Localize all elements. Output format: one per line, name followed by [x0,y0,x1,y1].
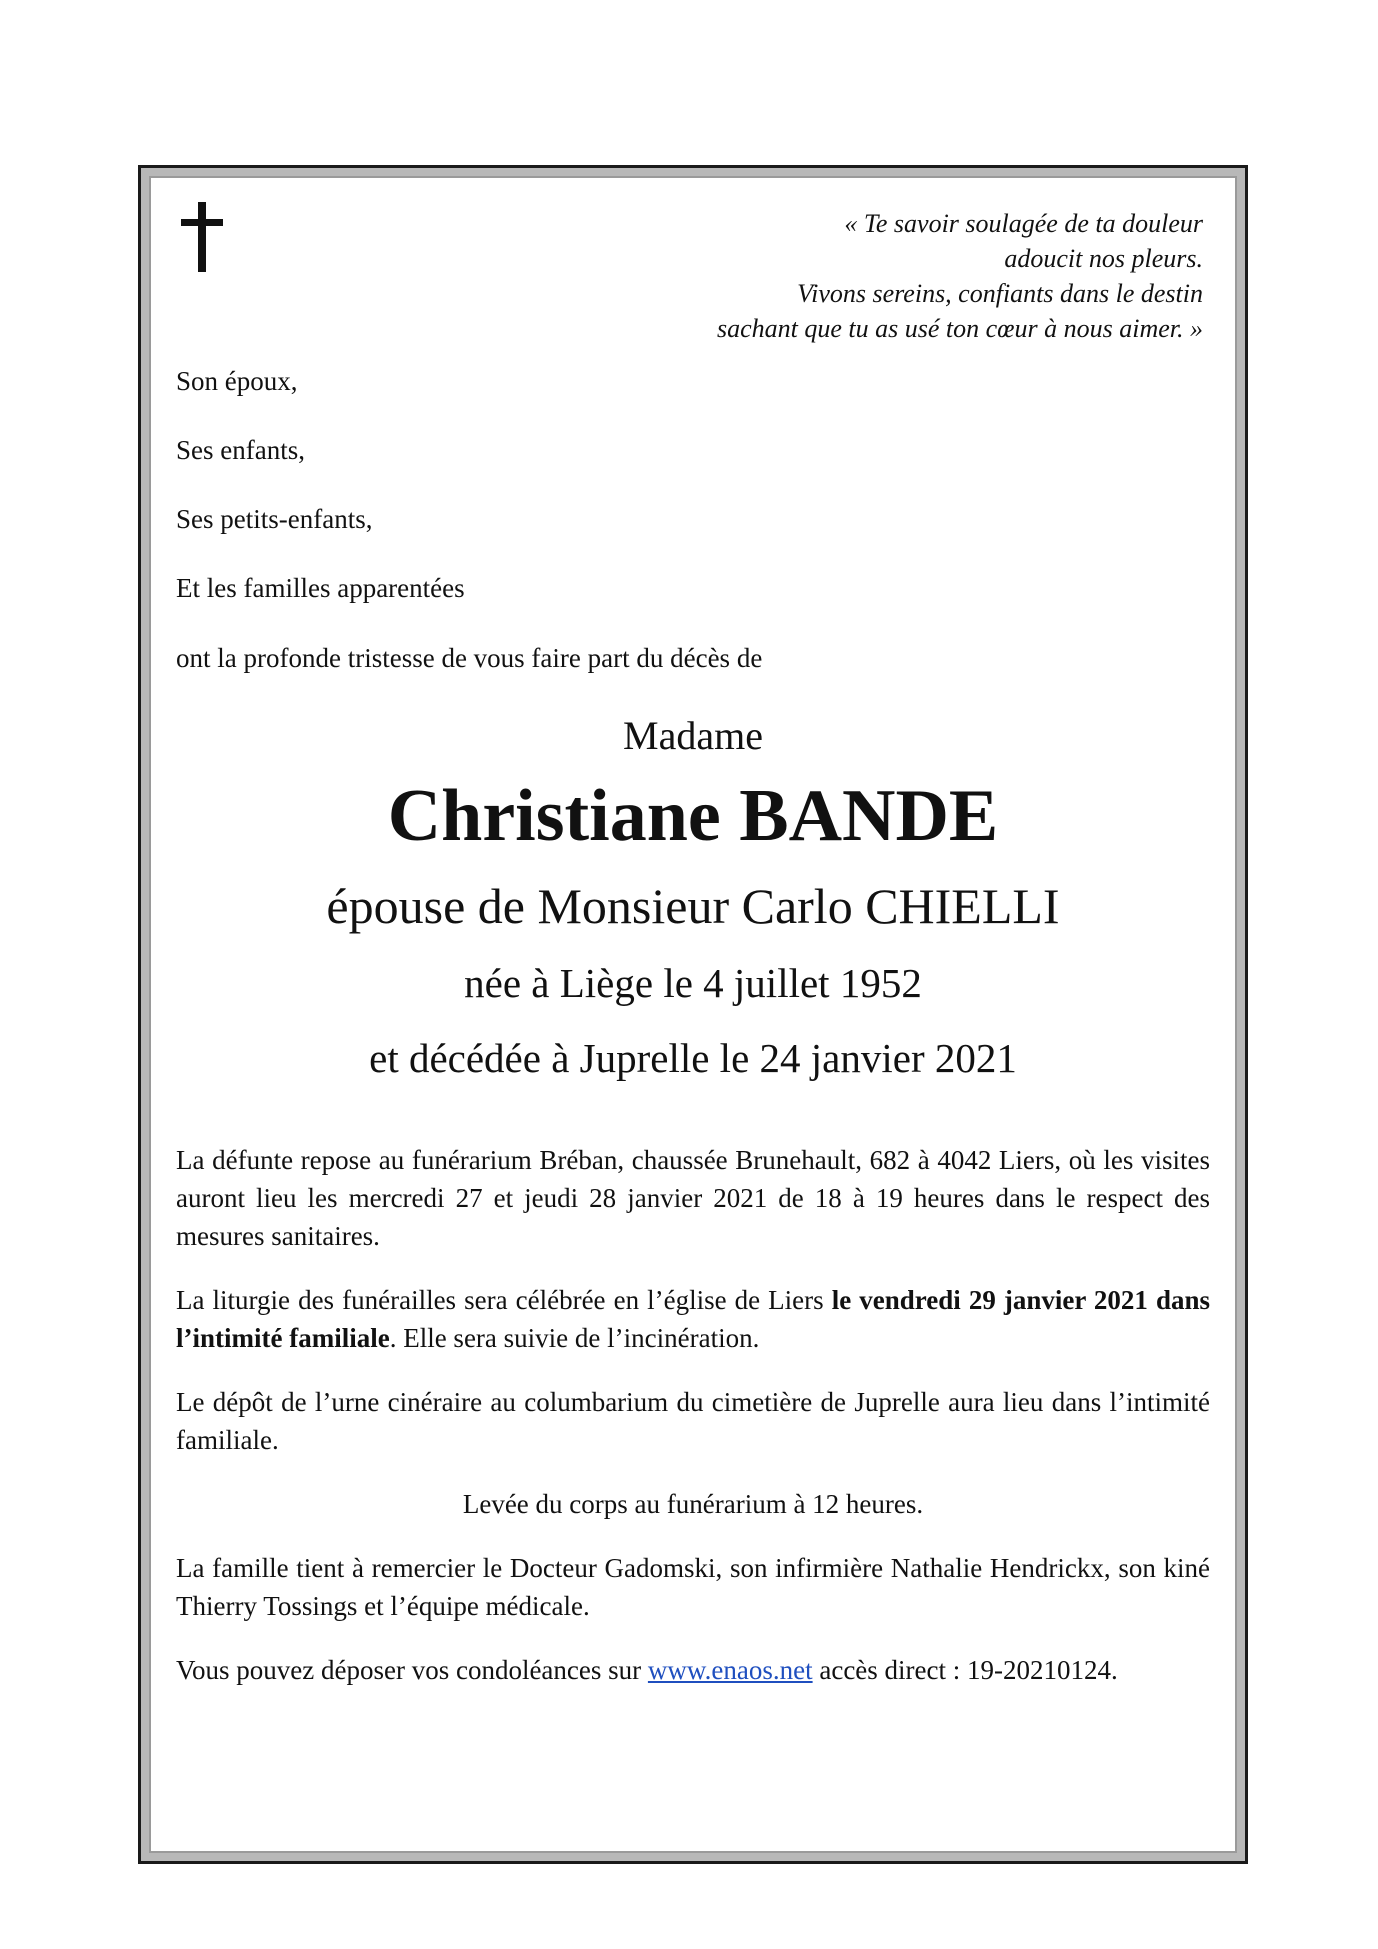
obituary-card [149,176,1237,1853]
deceased-name: Christiane BANDE [387,775,999,857]
epigraph-line: adoucit nos pleurs. [1004,244,1203,273]
epigraph [717,206,1203,346]
liturgy-date-bold: le vendredi 29 janvier 2021 dans l’intimité familiale [176,1285,1211,1353]
epigraph-line: sachant que tu as usé ton cœur à nous aimer. » [716,314,1203,343]
condolences-paragraph [176,1651,1210,1689]
family-spouse: Son époux, [176,366,298,396]
liturgy-text-end: . Elle sera suivie de l’incinération. [389,1323,760,1353]
deceased-spouse-line: épouse de Monsieur Carlo CHIELLI [326,878,1060,934]
deceased-death-line: et décédée à Juprelle le 24 janvier 2021 [369,1035,1017,1081]
epigraph-line: « Te savoir soulagée de ta douleur [844,209,1203,238]
obituary-content [176,364,1210,1689]
family-grandchildren: Ses petits-enfants, [176,504,373,534]
deceased-title: Madame [623,713,763,758]
condolences-text: Vous pouvez déposer vos condoléances sur [176,1655,648,1685]
deceased-birth-line: née à Liège le 4 juillet 1952 [464,960,922,1006]
family-children: Ses enfants, [176,435,305,465]
liturgy-text: La liturgie des funérailles sera célébrée en l’église de Liers [176,1285,832,1315]
obituary-frame [138,165,1248,1864]
thanks-paragraph: La famille tient à remercier le Docteur Gadomski, son infirmière Nathalie Hendrickx, son kiné Thierry Tossings et l’équipe médicale. [176,1553,1210,1621]
cross-icon [181,202,223,272]
family-relatives: Et les familles apparentées [176,573,465,603]
levee-paragraph: Levée du corps au funérarium à 12 heures. [462,1489,924,1519]
announcement-intro: ont la profonde tristesse de vous faire part du décès de [176,643,763,673]
condolences-link[interactable]: www.enaos.net [647,1655,813,1685]
liturgy-paragraph [176,1281,1210,1357]
condolences-text-end: accès direct : 19-20210124. [812,1655,1118,1685]
urn-paragraph: Le dépôt de l’urne cinéraire au columbarium du cimetière de Juprelle aura lieu dans l’intimité familiale. [176,1387,1210,1455]
visitation-paragraph: La défunte repose au funérarium Bréban, chaussée Brunehault, 682 à 4042 Liers, où les visites auront lieu les mercredi 27 et jeudi 28 janvier 2021 de 18 à 19 heures dans le respect des mesures sanitaires. [176,1145,1210,1251]
epigraph-line: Vivons sereins, confiants dans le destin [797,279,1203,308]
